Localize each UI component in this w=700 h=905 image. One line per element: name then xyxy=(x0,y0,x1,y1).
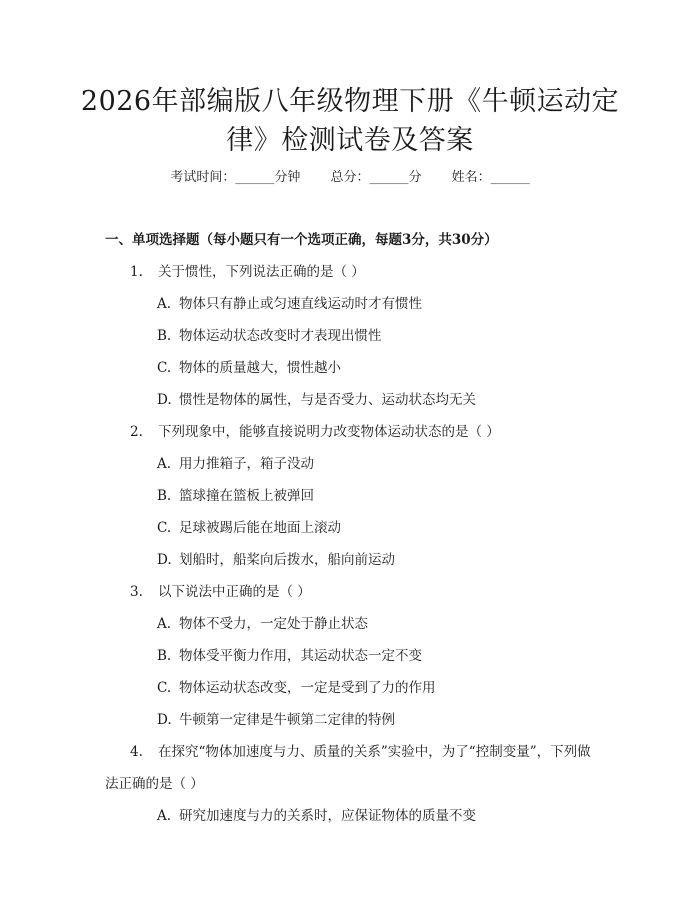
question-4-option-a xyxy=(157,806,476,826)
question-3-option-d xyxy=(157,710,395,730)
exam-time-blank: ______ xyxy=(235,170,275,185)
section-heading-single-choice: 一、单项选择题（每小题只有一个选项正确，每题3分，共30分） xyxy=(105,232,498,248)
option-letter: A. xyxy=(157,296,172,312)
option-text: 用力推箱子，箱子没动 xyxy=(179,456,314,472)
question-number: 1. xyxy=(130,264,143,280)
question-2-option-b xyxy=(157,486,314,506)
question-1-option-a xyxy=(157,294,422,314)
question-number: 4. xyxy=(130,744,143,760)
option-text: 物体受平衡力作用，其运动状态一定不变 xyxy=(179,648,422,664)
question-text: 以下说法中正确的是（ ） xyxy=(158,584,311,600)
option-text: 足球被踢后能在地面上滚动 xyxy=(179,520,341,536)
option-text: 物体运动状态改变时才表现出惯性 xyxy=(179,328,382,344)
question-text: 在探究“物体加速度与力、质量的关系”实验中，为了“控制变量”，下列做法正确的是（ ） xyxy=(105,744,591,792)
option-letter: D. xyxy=(157,712,172,728)
option-letter: B. xyxy=(157,328,172,344)
student-name-field xyxy=(452,170,530,185)
option-letter: A. xyxy=(157,616,172,632)
option-letter: C. xyxy=(157,360,172,376)
question-3-option-b xyxy=(157,646,422,666)
question-text: 下列现象中，能够直接说明力改变物体运动状态的是（ ） xyxy=(158,424,500,440)
total-score-field xyxy=(330,170,421,185)
option-letter: D. xyxy=(157,552,172,568)
question-4-stem xyxy=(105,736,595,800)
option-text: 篮球撞在篮板上被弹回 xyxy=(179,488,314,504)
option-letter: C. xyxy=(157,680,172,696)
question-number: 3. xyxy=(130,584,143,600)
question-text: 关于惯性，下列说法正确的是（ ） xyxy=(158,264,365,280)
option-letter: B. xyxy=(157,648,172,664)
option-text: 研究加速度与力的关系时，应保证物体的质量不变 xyxy=(179,808,476,824)
question-number: 2. xyxy=(130,424,143,440)
question-2-stem xyxy=(130,422,500,442)
exam-time-unit: 分钟 xyxy=(274,170,301,185)
option-letter: D. xyxy=(157,392,172,408)
student-name-label: 姓名： xyxy=(451,170,491,185)
exam-info-row xyxy=(0,168,700,188)
exam-time-field xyxy=(170,170,300,185)
option-text: 物体运动状态改变，一定是受到了力的作用 xyxy=(179,680,436,696)
question-2-option-c xyxy=(157,518,341,538)
exam-title-line-1: 2026年部编版八年级物理下册《牛顿运动定 xyxy=(80,86,620,117)
question-1-stem xyxy=(130,262,365,282)
question-1-option-d xyxy=(157,390,476,410)
total-score-blank: ______ xyxy=(369,170,409,185)
exam-title-line-2: 律》检测试卷及答案 xyxy=(226,125,474,156)
option-text: 划船时，船桨向后拨水，船向前运动 xyxy=(179,552,395,568)
option-text: 牛顿第一定律是牛顿第二定律的特例 xyxy=(179,712,395,728)
question-2-option-a xyxy=(157,454,314,474)
option-letter: A. xyxy=(157,808,172,824)
option-text: 物体不受力，一定处于静止状态 xyxy=(179,616,368,632)
question-3-stem xyxy=(130,582,311,602)
option-text: 惯性是物体的属性，与是否受力、运动状态均无关 xyxy=(179,392,476,408)
exam-time-label: 考试时间： xyxy=(170,170,236,185)
question-1-option-b xyxy=(157,326,382,346)
question-3-option-a xyxy=(157,614,368,634)
question-3-option-c xyxy=(157,678,436,698)
question-1-option-c xyxy=(157,358,341,378)
student-name-blank: ______ xyxy=(490,170,530,185)
option-letter: A. xyxy=(157,456,172,472)
option-letter: B. xyxy=(157,488,172,504)
total-score-unit: 分 xyxy=(408,170,422,185)
total-score-label: 总分： xyxy=(330,170,370,185)
option-text: 物体只有静止或匀速直线运动时才有惯性 xyxy=(179,296,422,312)
option-text: 物体的质量越大，惯性越小 xyxy=(179,360,341,376)
option-letter: C. xyxy=(157,520,172,536)
question-2-option-d xyxy=(157,550,395,570)
